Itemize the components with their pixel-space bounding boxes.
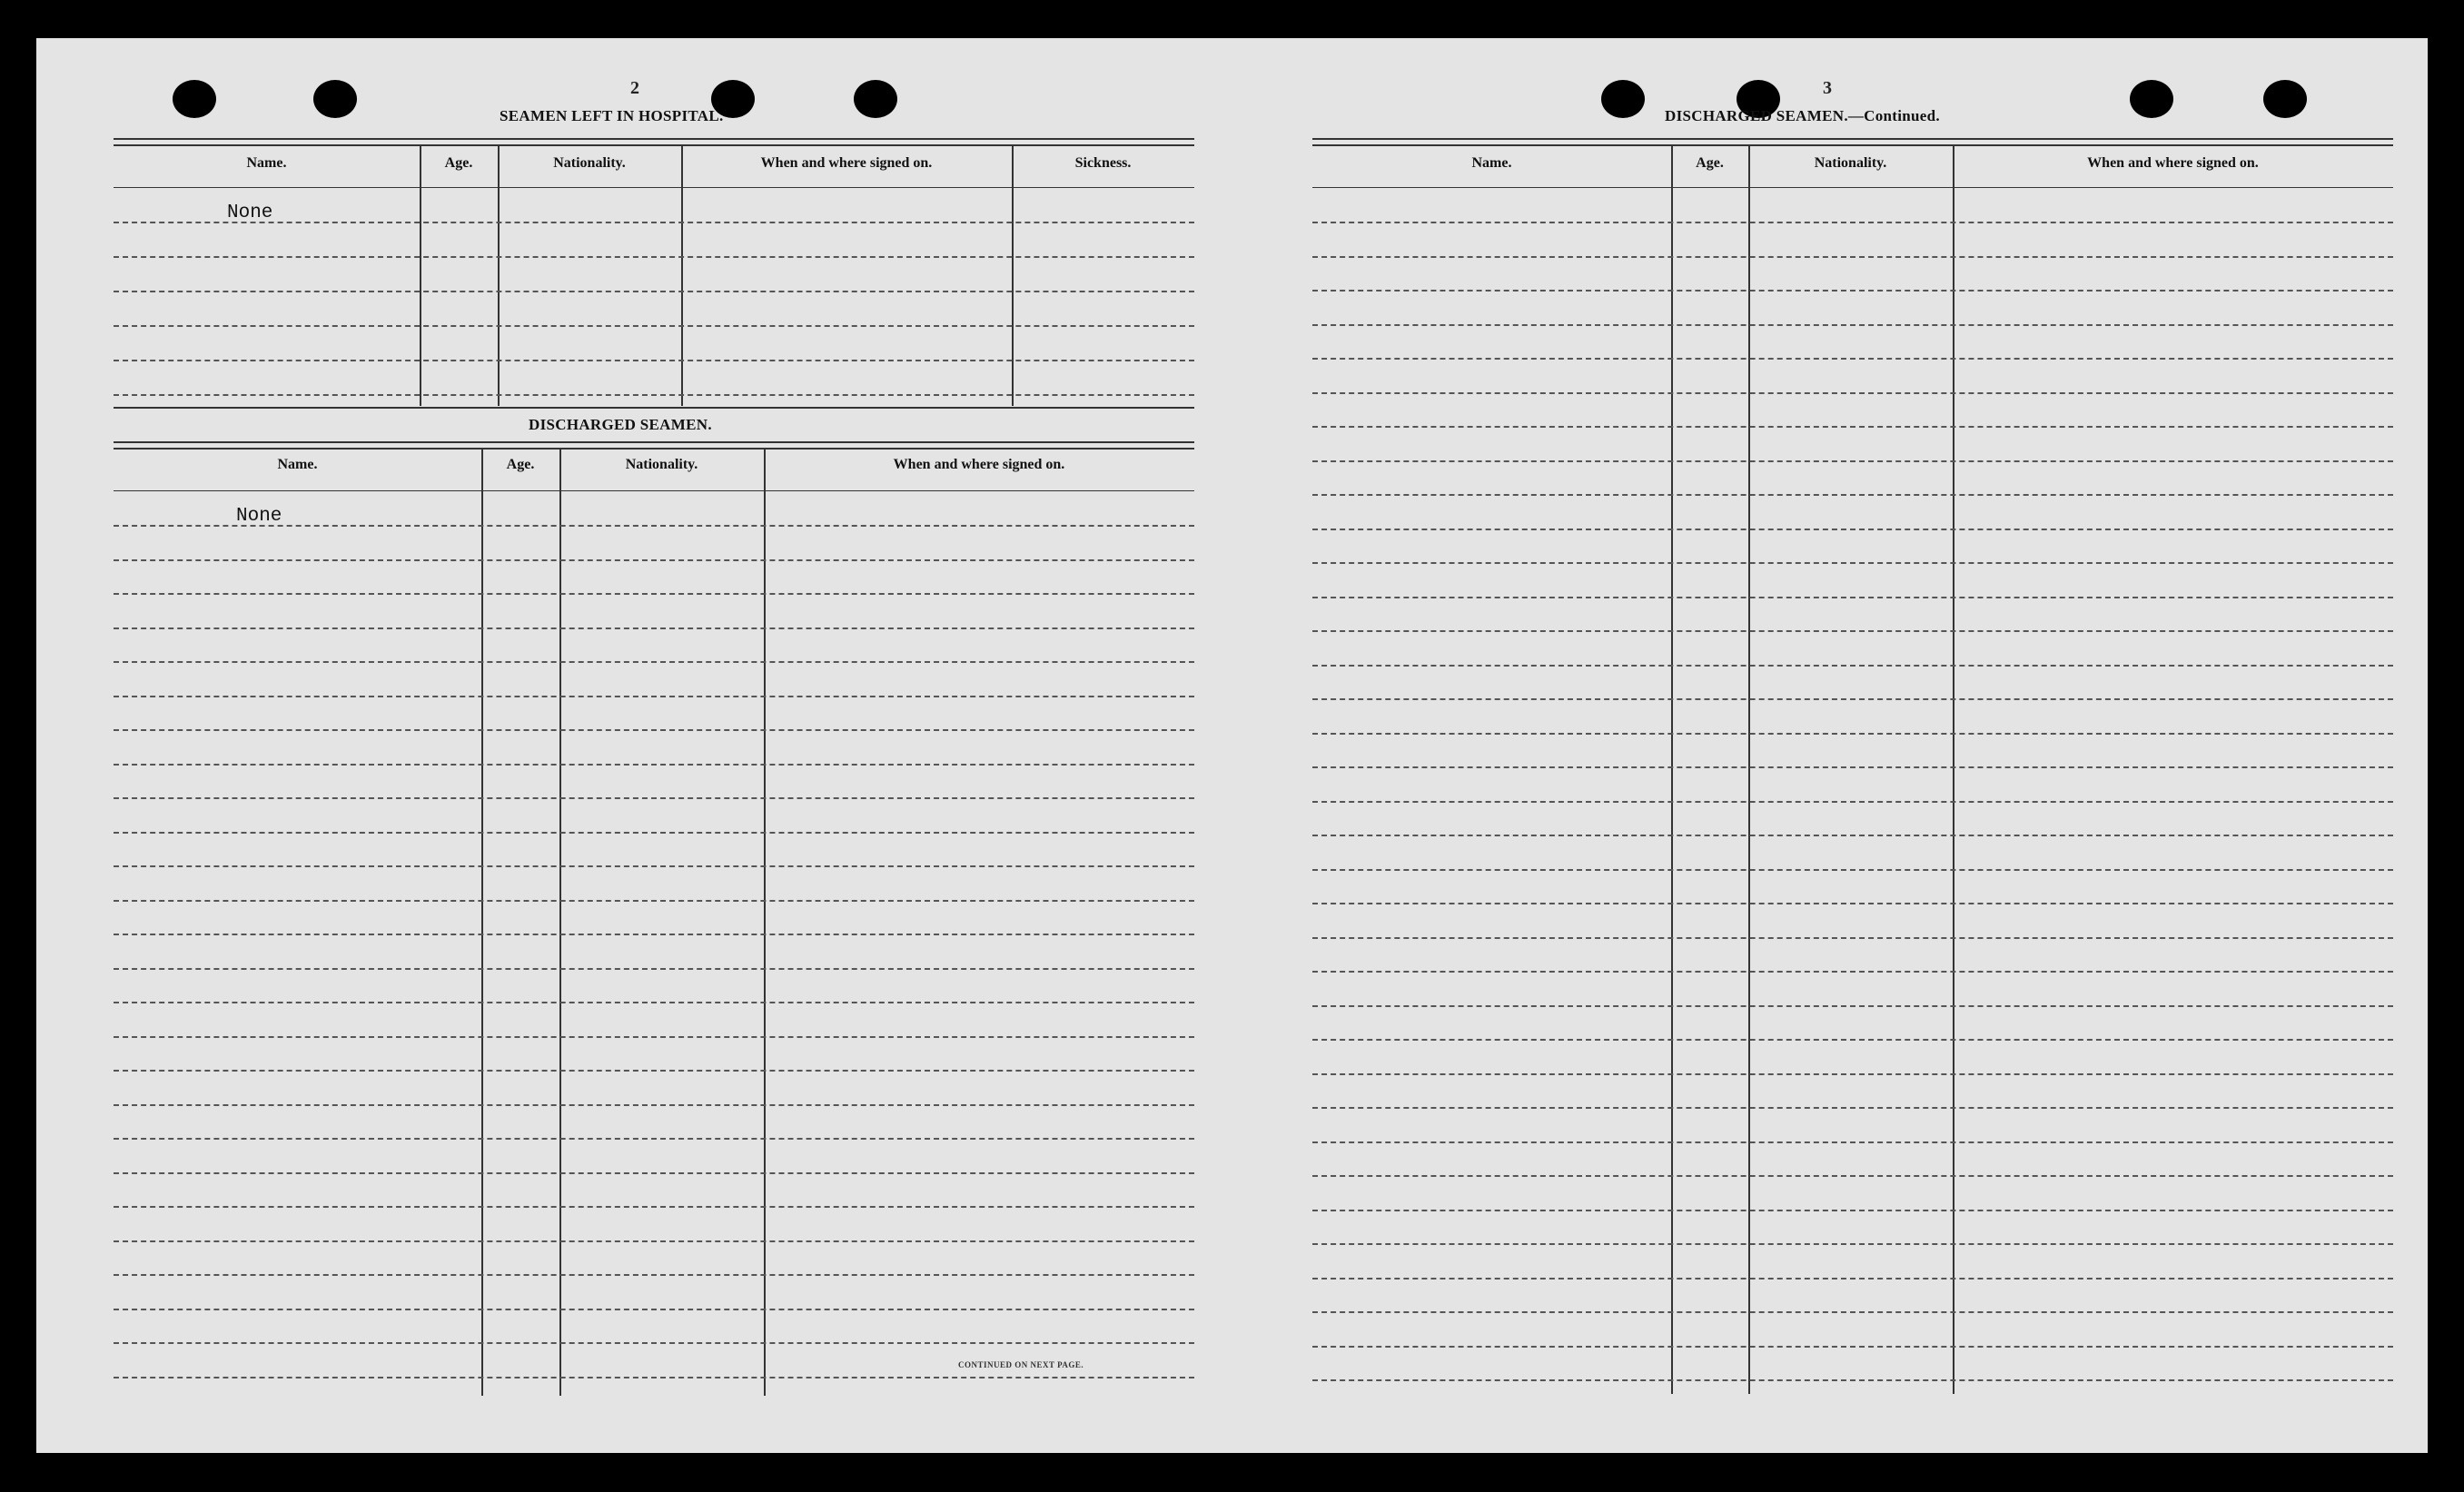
discharged-header-signed-on: When and where signed on. xyxy=(893,457,1065,472)
ruled-line xyxy=(1312,460,2393,462)
ruled-line xyxy=(1312,562,2393,564)
ruled-line xyxy=(1312,1175,2393,1177)
ruled-line xyxy=(1312,971,2393,973)
ruled-line xyxy=(1312,1346,2393,1348)
ruled-line xyxy=(1312,766,2393,768)
right-header-nationality: Nationality. xyxy=(1814,155,1887,171)
ruled-line xyxy=(114,1070,1194,1072)
hospital-header-signed-on: When and where signed on. xyxy=(760,155,933,171)
ruled-line xyxy=(1312,630,2393,632)
document-sheet xyxy=(36,38,2428,1453)
ruled-line xyxy=(114,627,1194,629)
ruled-line xyxy=(114,1104,1194,1106)
ruled-line xyxy=(1312,937,2393,939)
ruled-line xyxy=(1312,1379,2393,1381)
ruled-line xyxy=(114,559,1194,561)
ruled-line xyxy=(1312,665,2393,667)
ruled-line xyxy=(1312,1210,2393,1211)
ruled-line xyxy=(114,832,1194,834)
hospital-entry-none: None xyxy=(227,203,273,223)
discharged-table-right xyxy=(1312,138,2393,1396)
ruled-line xyxy=(1312,358,2393,360)
ruled-line xyxy=(1312,1039,2393,1041)
ruled-line xyxy=(1312,256,2393,258)
discharged-header-age: Age. xyxy=(506,457,535,472)
hospital-header-name: Name. xyxy=(246,155,287,171)
ruled-line xyxy=(114,797,1194,799)
ruled-line xyxy=(1312,1073,2393,1075)
hospital-header-sickness: Sickness. xyxy=(1074,155,1132,171)
ruled-line xyxy=(114,1002,1194,1003)
hospital-section-title: SEAMEN LEFT IN HOSPITAL. xyxy=(500,107,724,124)
ruled-line xyxy=(114,696,1194,697)
ruled-line xyxy=(1312,494,2393,496)
ruled-line xyxy=(1312,597,2393,598)
hospital-header-age: Age. xyxy=(444,155,473,171)
ruled-line xyxy=(1312,1141,2393,1143)
ruled-line xyxy=(1312,1243,2393,1245)
ruled-line xyxy=(1312,290,2393,291)
ruled-line xyxy=(1312,698,2393,700)
ruled-line xyxy=(1312,801,2393,803)
ruled-line xyxy=(114,593,1194,595)
ruled-line xyxy=(114,900,1194,902)
discharged-continued-title: DISCHARGED SEAMEN.—Continued. xyxy=(1665,107,1940,124)
ruled-line xyxy=(1312,869,2393,871)
punch-hole xyxy=(2263,80,2307,118)
ruled-line xyxy=(114,968,1194,970)
ruled-line xyxy=(114,764,1194,766)
ruled-line xyxy=(1312,222,2393,223)
ruled-line xyxy=(114,1309,1194,1310)
right-header-name: Name. xyxy=(1471,155,1512,171)
hospital-table xyxy=(114,138,1194,447)
ruled-line xyxy=(114,729,1194,731)
ruled-line xyxy=(114,934,1194,935)
discharged-header-name: Name. xyxy=(277,457,318,472)
punch-hole xyxy=(1601,80,1645,118)
ruled-line xyxy=(114,1036,1194,1038)
ruled-line xyxy=(114,1240,1194,1242)
ruled-line xyxy=(114,1138,1194,1140)
right-header-signed-on: When and where signed on. xyxy=(2087,155,2259,171)
punch-hole xyxy=(854,80,897,118)
discharged-header-nationality: Nationality. xyxy=(625,457,698,472)
ruled-line xyxy=(114,1206,1194,1208)
punch-hole xyxy=(2130,80,2173,118)
ruled-line xyxy=(114,1274,1194,1276)
ruled-line xyxy=(114,1172,1194,1174)
ruled-line xyxy=(1312,392,2393,394)
ruled-line xyxy=(1312,1005,2393,1007)
punch-hole xyxy=(173,80,216,118)
ruled-line xyxy=(1312,426,2393,428)
ruled-line xyxy=(1312,733,2393,735)
punch-hole xyxy=(313,80,357,118)
ruled-line xyxy=(1312,529,2393,530)
discharged-section-title: DISCHARGED SEAMEN. xyxy=(529,416,712,433)
ruled-line xyxy=(1312,1311,2393,1313)
hospital-header-nationality: Nationality. xyxy=(553,155,626,171)
ruled-line xyxy=(114,865,1194,867)
right-header-age: Age. xyxy=(1696,155,1724,171)
ruled-line xyxy=(114,1342,1194,1344)
continued-footer: CONTINUED ON NEXT PAGE. xyxy=(958,1360,1084,1369)
ruled-line xyxy=(1312,1278,2393,1280)
ruled-line xyxy=(114,661,1194,663)
discharged-table-left xyxy=(114,441,1194,1395)
ruled-line xyxy=(1312,324,2393,326)
page-number-left: 2 xyxy=(630,78,639,98)
discharged-entry-none: None xyxy=(236,506,282,527)
ruled-line xyxy=(114,525,1194,527)
ruled-line xyxy=(1312,903,2393,904)
page-number-right: 3 xyxy=(1823,78,1832,98)
ruled-line xyxy=(1312,1107,2393,1109)
ruled-line xyxy=(114,1377,1194,1378)
ruled-line xyxy=(1312,835,2393,836)
